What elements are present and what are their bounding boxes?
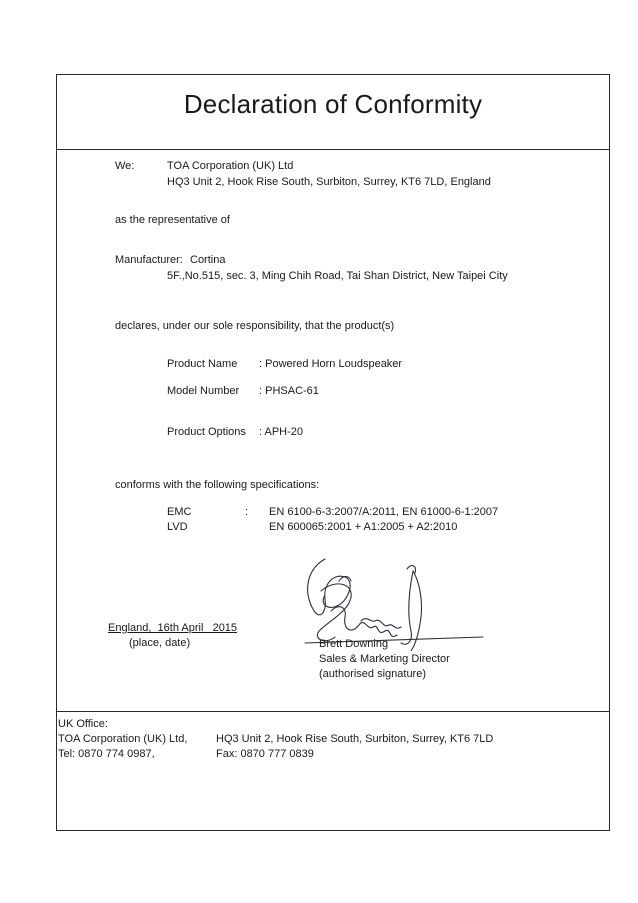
emc-value: EN 6100-6-3:2007/A:2011, EN 61000-6-1:2007 <box>269 506 499 518</box>
product-name-label: Product Name <box>167 358 238 370</box>
lvd-value: EN 600065:2001 + A1:2005 + A2:2010 <box>269 521 458 533</box>
page-title: Declaration of Conformity <box>183 89 483 119</box>
we-label: We: <box>115 160 135 172</box>
footer-company: TOA Corporation (UK) Ltd, <box>58 733 188 745</box>
uk-office-label: UK Office: <box>58 718 108 730</box>
manufacturer-label: Manufacturer: <box>115 254 183 266</box>
emc-label: EMC <box>167 506 192 518</box>
product-options-label: Product Options <box>167 426 246 438</box>
title-divider <box>57 149 609 150</box>
declares-text: declares, under our sole responsibility, that the product(s) <box>115 320 395 332</box>
signatory-name: Brett Downing <box>319 638 389 650</box>
footer-address: HQ3 Unit 2, Hook Rise South, Surbiton, Surrey, KT6 7LD <box>216 733 494 745</box>
signature-caption: (authorised signature) <box>319 668 427 680</box>
place-date-caption: (place, date) <box>129 637 191 649</box>
model-number-value: : PHSAC-61 <box>259 385 319 397</box>
product-options-value: : APH-20 <box>259 426 304 438</box>
manufacturer-name: Cortina <box>190 254 226 266</box>
manufacturer-address: 5F.,No.515, sec. 3, Ming Chih Road, Tai Shan District, New Taipei City <box>167 270 508 282</box>
footer-fax: Fax: 0870 777 0839 <box>216 748 314 760</box>
place-date: England, 16th April 2015 <box>108 622 238 634</box>
representative-text: as the representative of <box>115 214 230 226</box>
we-company: TOA Corporation (UK) Ltd <box>167 160 294 172</box>
footer-divider <box>57 711 609 712</box>
product-name-value: : Powered Horn Loudspeaker <box>259 358 403 370</box>
we-address: HQ3 Unit 2, Hook Rise South, Surbiton, Surrey, KT6 7LD, England <box>167 176 491 188</box>
declaration-frame <box>56 74 610 831</box>
handwritten-signature <box>295 551 485 651</box>
model-number-label: Model Number <box>167 385 240 397</box>
signatory-title: Sales & Marketing Director <box>319 653 450 665</box>
lvd-label: LVD <box>167 521 188 533</box>
spec-colon: : <box>245 506 249 518</box>
footer-tel: Tel: 0870 774 0987, <box>58 748 155 760</box>
conforms-text: conforms with the following specifications: <box>115 479 320 491</box>
